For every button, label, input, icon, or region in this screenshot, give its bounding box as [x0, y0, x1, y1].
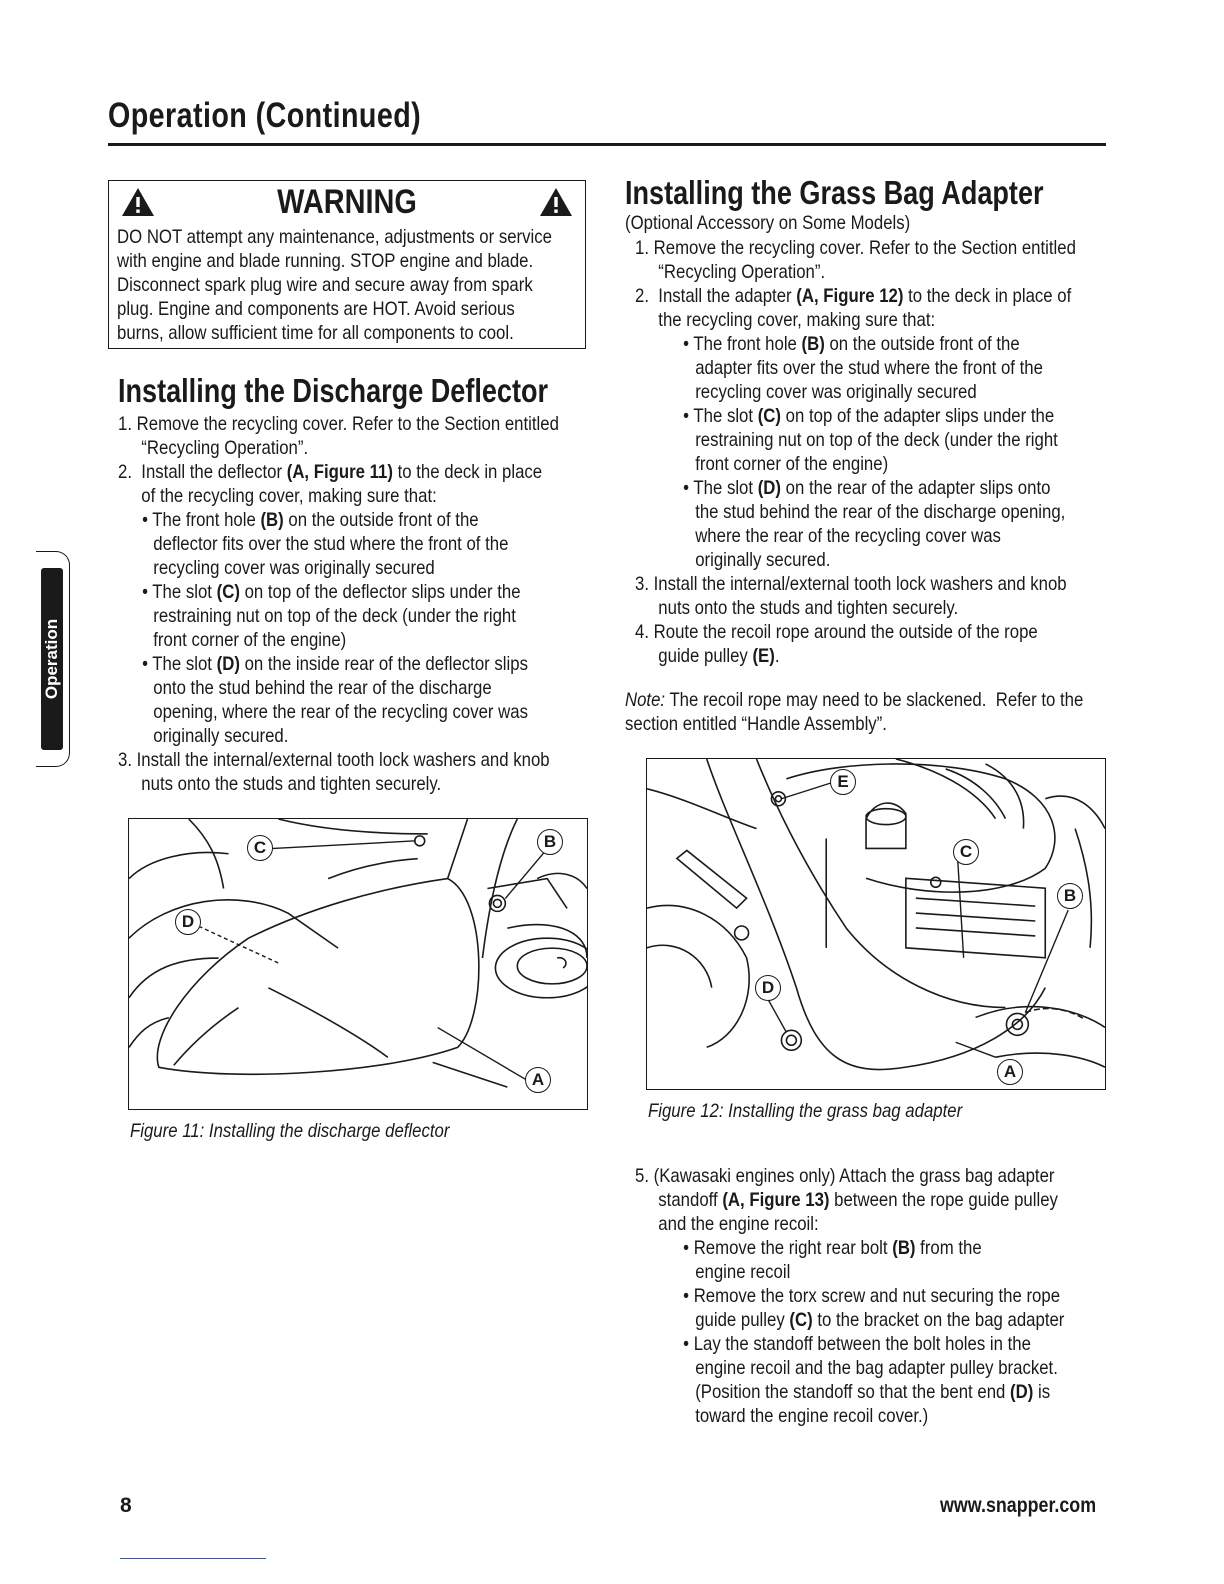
warning-box: [108, 180, 586, 349]
bullet-line: originally secured.: [695, 549, 831, 571]
text-run: 2. Install the deflector: [118, 461, 287, 483]
bullet-line: [635, 404, 1117, 428]
text-run: • The front hole: [683, 333, 802, 355]
text-run: • The slot: [683, 405, 758, 427]
bullet-line: [635, 1308, 1117, 1332]
page-number: 8: [120, 1494, 132, 1517]
figure-12-illustration: [646, 758, 1106, 1090]
step-line: 4. Route the recoil rope around the outside of the rope: [635, 621, 1038, 643]
bullet-line: toward the engine recoil cover.): [695, 1405, 929, 1427]
text-run: on the inside rear of the deflector slips: [239, 653, 528, 675]
bullet-line: recycling cover was originally secured: [153, 557, 435, 579]
part-ref: (B): [801, 333, 825, 355]
step-line: and the engine recoil:: [635, 1213, 819, 1235]
bullet-line: [118, 508, 600, 532]
text-run: • The slot: [683, 477, 758, 499]
callout-d: D: [755, 975, 781, 1001]
text-run: on the outside front of the: [824, 333, 1020, 355]
step-line: nuts onto the studs and tighten securely.: [118, 773, 442, 795]
warning-line: plug. Engine and components are HOT. Avoid serious: [117, 298, 515, 320]
part-ref: (C): [757, 405, 781, 427]
text-run: • Remove the right rear bolt: [683, 1237, 893, 1259]
step-line: of the recycling cover, making sure that:: [118, 485, 437, 507]
part-ref: (D): [1010, 1381, 1034, 1403]
adapter-heading: Installing the Grass Bag Adapter: [625, 174, 1044, 211]
warning-body: [117, 225, 564, 345]
step-line: 3. Install the internal/external tooth lock washers and knob: [118, 749, 550, 771]
adapter-drawing: [647, 759, 1105, 1089]
bullet-line: restraining nut on top of the deck (under the right: [695, 429, 1058, 451]
title-rule: [108, 143, 1106, 146]
part-ref: (B): [260, 509, 284, 531]
text-run: standoff: [635, 1189, 723, 1211]
step-line: “Recycling Operation”.: [635, 261, 826, 283]
bullet-line: restraining nut on top of the deck (under the right: [153, 605, 516, 627]
note-line: [625, 688, 1107, 712]
callout-d: D: [175, 909, 201, 935]
figure-12-caption: Figure 12: Installing the grass bag adapter: [648, 1100, 963, 1122]
step-line: [635, 644, 1117, 668]
text-run: • The slot: [142, 653, 217, 675]
deflector-heading: Installing the Discharge Deflector: [118, 372, 549, 409]
step-line: 3. Install the internal/external tooth lock washers and knob: [635, 573, 1067, 595]
side-tab: [36, 551, 70, 767]
part-ref: (D): [757, 477, 781, 499]
step-line: 1. Remove the recycling cover. Refer to the Section entitled: [635, 237, 1076, 259]
part-ref: (B): [892, 1237, 916, 1259]
adapter-note: [625, 688, 1107, 736]
page-title: Operation (Continued): [108, 96, 422, 135]
bullet-line: [635, 476, 1117, 500]
bullet-line: deflector fits over the stud where the front of the: [153, 533, 509, 555]
text-run: to the deck in place: [392, 461, 543, 483]
text-run: between the rope guide pulley: [829, 1189, 1058, 1211]
figure-11-caption: Figure 11: Installing the discharge deflector: [130, 1120, 450, 1142]
step-line: [635, 284, 1117, 308]
callout-b: B: [1057, 883, 1083, 909]
bullet-line: [118, 580, 600, 604]
text-run: on top of the deflector slips under the: [239, 581, 521, 603]
text-run: on the rear of the adapter slips onto: [780, 477, 1051, 499]
note-label: Note:: [625, 689, 666, 711]
bottom-rule: [120, 1558, 266, 1559]
callout-a: A: [997, 1059, 1023, 1085]
text-run: • The front hole: [142, 509, 261, 531]
bullet-line: onto the stud behind the rear of the discharge: [153, 677, 492, 699]
text-run: on top of the adapter slips under the: [780, 405, 1055, 427]
warning-line: DO NOT attempt any maintenance, adjustments or service: [117, 226, 552, 248]
bullet-line: • Lay the standoff between the bolt holes in the: [683, 1333, 1031, 1355]
figure-ref: (A, Figure 13): [722, 1189, 830, 1211]
text-run: on the outside front of the: [283, 509, 479, 531]
figure-11-illustration: [128, 818, 588, 1110]
text-run: to the deck in place of: [903, 285, 1072, 307]
footer-url[interactable]: www.snapper.com: [940, 1494, 1097, 1517]
text-run: • The slot: [142, 581, 217, 603]
step-line: [635, 1188, 1117, 1212]
text-run: to the bracket on the bag adapter: [812, 1309, 1065, 1331]
text-run: guide pulley: [695, 1309, 790, 1331]
bullet-line: [118, 652, 600, 676]
bullet-line: recycling cover was originally secured: [695, 381, 977, 403]
bullet-line: • Remove the torx screw and nut securing the rope: [683, 1285, 1061, 1307]
callout-c: C: [247, 835, 273, 861]
warning-triangle-icon: [539, 187, 573, 217]
text-run: 2. Install the adapter: [635, 285, 797, 307]
part-ref: (C): [789, 1309, 813, 1331]
step-line: nuts onto the studs and tighten securely.: [635, 597, 959, 619]
text-run: .: [774, 645, 780, 667]
bullet-line: front corner of the engine): [153, 629, 347, 651]
figure-ref: (A, Figure 12): [796, 285, 904, 307]
bullet-line: adapter fits over the stud where the front of the: [695, 357, 1043, 379]
part-ref: (E): [752, 645, 775, 667]
bullet-line: originally secured.: [153, 725, 289, 747]
text-run: from the: [915, 1237, 982, 1259]
callout-a: A: [525, 1067, 551, 1093]
step-line: 5. (Kawasaki engines only) Attach the grass bag adapter: [635, 1165, 1055, 1187]
text-run: The recoil rope may need to be slackened. Refer to the: [665, 689, 1084, 711]
bullet-line: opening, where the rear of the recycling cover was: [153, 701, 528, 723]
side-tab-inner: [41, 568, 63, 750]
callout-e: E: [830, 769, 856, 795]
figure-ref: (A, Figure 11): [286, 461, 393, 483]
text-run: guide pulley: [635, 645, 753, 667]
warning-heading: WARNING: [277, 183, 417, 221]
step-5-instructions: [635, 1164, 1117, 1428]
bullet-line: engine recoil: [695, 1261, 791, 1283]
bullet-line: front corner of the engine): [695, 453, 889, 475]
warning-line: burns, allow sufficient time for all components to cool.: [117, 322, 514, 344]
step-line: 1. Remove the recycling cover. Refer to the Section entitled: [118, 413, 559, 435]
step-line: “Recycling Operation”.: [118, 437, 309, 459]
warning-line: Disconnect spark plug wire and secure away from spark: [117, 274, 533, 296]
bullet-line: the stud behind the rear of the discharge opening,: [695, 501, 1066, 523]
part-ref: (C): [216, 581, 240, 603]
bullet-line: where the rear of the recycling cover was: [695, 525, 1001, 547]
bullet-line: [635, 332, 1117, 356]
step-line: [118, 460, 600, 484]
adapter-subheading: (Optional Accessory on Some Models): [625, 212, 911, 234]
warning-line: with engine and blade running. STOP engine and blade.: [117, 250, 534, 272]
text-run: is: [1033, 1381, 1051, 1403]
deflector-instructions: [118, 412, 600, 796]
part-ref: (D): [216, 653, 240, 675]
step-line: the recycling cover, making sure that:: [635, 309, 936, 331]
bullet-line: engine recoil and the bag adapter pulley bracket.: [695, 1357, 1058, 1379]
side-tab-label: Operation: [42, 618, 61, 700]
deflector-drawing: [129, 819, 587, 1109]
text-run: (Position the standoff so that the bent end: [695, 1381, 1011, 1403]
callout-b: B: [537, 829, 563, 855]
bullet-line: [635, 1236, 1117, 1260]
adapter-instructions: [635, 236, 1117, 668]
note-line: section entitled “Handle Assembly”.: [625, 713, 887, 735]
callout-c: C: [953, 839, 979, 865]
bullet-line: [635, 1380, 1117, 1404]
